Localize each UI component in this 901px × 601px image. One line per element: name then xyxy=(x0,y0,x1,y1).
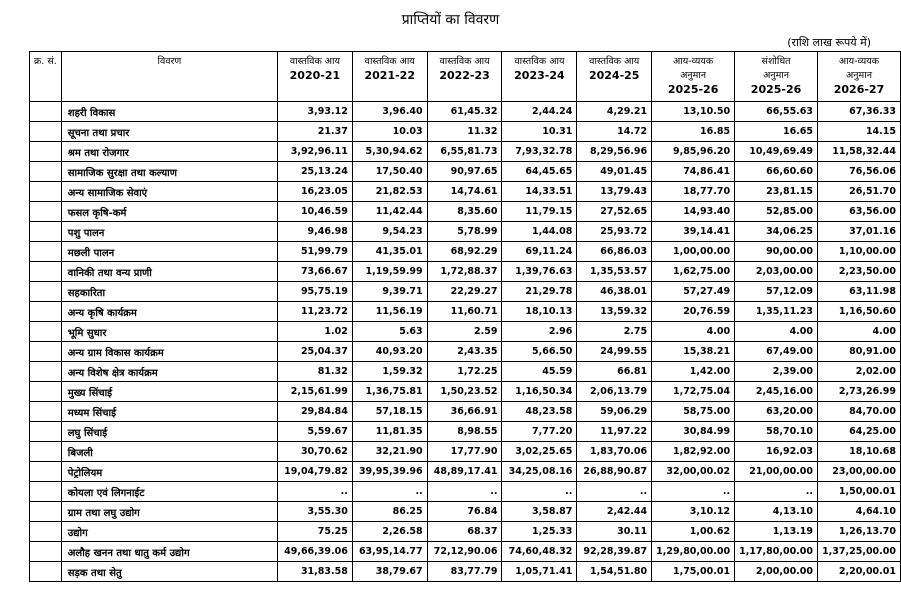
row-value: 2,20,00.01 xyxy=(818,562,901,582)
header-col-year: 2021-22 xyxy=(364,69,415,82)
row-value: 32,21.90 xyxy=(352,442,427,462)
table-row xyxy=(30,342,901,362)
header-col-line1: वास्तविक आय xyxy=(514,56,565,67)
unit-note: (राशि लाख रूपये में) xyxy=(787,36,871,49)
receipts-table xyxy=(29,51,901,582)
row-value: 1,35,11.23 xyxy=(735,302,818,322)
row-value: 25,04.37 xyxy=(278,342,353,362)
row-sn xyxy=(30,402,62,422)
row-value: 3,55.30 xyxy=(278,502,353,522)
row-value: 1,39,76.63 xyxy=(502,262,577,282)
row-value: 2,03,00.00 xyxy=(735,262,818,282)
row-sn xyxy=(30,502,62,522)
row-value: 69,11.24 xyxy=(502,242,577,262)
row-value: 6,55,81.73 xyxy=(427,142,502,162)
row-description: सड़क तथा सेतु xyxy=(61,562,277,582)
row-value: 2,00,00.00 xyxy=(735,562,818,582)
row-value: .. xyxy=(652,482,735,502)
table-row xyxy=(30,242,901,262)
row-value: 23,00,00.00 xyxy=(818,462,901,482)
row-value: 1,35,53.57 xyxy=(577,262,652,282)
row-value: 75.25 xyxy=(278,522,353,542)
header-col-year: 2025-26 xyxy=(750,83,802,96)
row-value: 1,37,25,00.00 xyxy=(818,542,901,562)
row-value: 90,00.00 xyxy=(735,242,818,262)
header-col-0 xyxy=(278,52,353,102)
row-value: .. xyxy=(427,482,502,502)
row-value: 21,82.53 xyxy=(352,182,427,202)
row-value: 30,70.62 xyxy=(278,442,353,462)
row-value: 95,75.19 xyxy=(278,282,353,302)
row-description: शहरी विकास xyxy=(61,102,277,122)
row-value: 66,60.60 xyxy=(735,162,818,182)
header-col-2 xyxy=(427,52,502,102)
row-value: 1,19,59.99 xyxy=(352,262,427,282)
row-value: 24,99.55 xyxy=(577,342,652,362)
row-description: पेट्रोलियम xyxy=(61,462,277,482)
row-value: 7,77.20 xyxy=(502,422,577,442)
row-value: 16.85 xyxy=(652,122,735,142)
row-sn xyxy=(30,542,62,562)
row-description: सूचना तथा प्रचार xyxy=(61,122,277,142)
row-value: 2,15,61.99 xyxy=(278,382,353,402)
row-value: 1,50,00.01 xyxy=(818,482,901,502)
table-row xyxy=(30,442,901,462)
row-value: .. xyxy=(577,482,652,502)
row-description: अलौह खनन तथा धातु कर्म उद्योग xyxy=(61,542,277,562)
row-value: 11,79.15 xyxy=(502,202,577,222)
row-value: 84,70.00 xyxy=(818,402,901,422)
row-value: 1,17,80,00.00 xyxy=(735,542,818,562)
row-sn xyxy=(30,182,62,202)
row-value: 34,25,08.16 xyxy=(502,462,577,482)
row-description: उद्योग xyxy=(61,522,277,542)
row-sn xyxy=(30,422,62,442)
header-col-line1: वास्तविक आय xyxy=(589,56,640,67)
row-value: 5,66.50 xyxy=(502,342,577,362)
row-description: बिजली xyxy=(61,442,277,462)
row-value: 3,92,96.11 xyxy=(278,142,353,162)
row-sn xyxy=(30,522,62,542)
row-value: 30.11 xyxy=(577,522,652,542)
table-row xyxy=(30,182,901,202)
row-value: 2,73,26.99 xyxy=(818,382,901,402)
row-value: 11,97.22 xyxy=(577,422,652,442)
row-value: 86.25 xyxy=(352,502,427,522)
header-col-5 xyxy=(652,52,735,102)
table-row xyxy=(30,422,901,442)
row-sn xyxy=(30,142,62,162)
row-description: भूमि सुधार xyxy=(61,322,277,342)
row-description: वानिकी तथा वन्य प्राणी xyxy=(61,262,277,282)
row-value: 66,86.03 xyxy=(577,242,652,262)
header-col-line1: वास्तविक आय xyxy=(364,56,415,67)
row-value: 1,29,80,00.00 xyxy=(652,542,735,562)
row-value: 39,14.41 xyxy=(652,222,735,242)
header-col-6 xyxy=(735,52,818,102)
row-sn xyxy=(30,342,62,362)
row-value: 5,59.67 xyxy=(278,422,353,442)
row-value: 26,51.70 xyxy=(818,182,901,202)
header-col-line1: संशोधित xyxy=(761,56,791,67)
row-value: 2.96 xyxy=(502,322,577,342)
row-value: 10,46.59 xyxy=(278,202,353,222)
row-value: 4.00 xyxy=(735,322,818,342)
row-value: 16,92.03 xyxy=(735,442,818,462)
row-value: 39,95,39.96 xyxy=(352,462,427,482)
row-value: 63,56.00 xyxy=(818,202,901,222)
row-value: 68.37 xyxy=(427,522,502,542)
row-sn xyxy=(30,562,62,582)
row-description: अन्य सामाजिक सेवाएं xyxy=(61,182,277,202)
row-value: 1,82,92.00 xyxy=(652,442,735,462)
row-value: 1,54,51.80 xyxy=(577,562,652,582)
row-description: पशु पालन xyxy=(61,222,277,242)
row-value: 14,74.61 xyxy=(427,182,502,202)
table-row xyxy=(30,322,901,342)
row-value: 37,01.16 xyxy=(818,222,901,242)
table-row xyxy=(30,102,901,122)
row-value: 2.59 xyxy=(427,322,502,342)
row-value: .. xyxy=(352,482,427,502)
row-value: 26,88,90.87 xyxy=(577,462,652,482)
row-value: 1,72.25 xyxy=(427,362,502,382)
row-value: 14.15 xyxy=(818,122,901,142)
row-value: 41,35.01 xyxy=(352,242,427,262)
row-value: 64,45.65 xyxy=(502,162,577,182)
header-row xyxy=(30,52,901,102)
row-description: मध्यम सिंचाई xyxy=(61,402,277,422)
row-value: 22,29.27 xyxy=(427,282,502,302)
table-row xyxy=(30,402,901,422)
table-row xyxy=(30,562,901,582)
row-sn xyxy=(30,262,62,282)
row-value: 3,58.87 xyxy=(502,502,577,522)
row-value: 1,16,50.34 xyxy=(502,382,577,402)
table-row xyxy=(30,162,901,182)
table-row xyxy=(30,362,901,382)
row-value: 1,83,70.06 xyxy=(577,442,652,462)
header-col-line1: वास्तविक आय xyxy=(289,56,340,67)
row-value: 18,10.68 xyxy=(818,442,901,462)
row-sn xyxy=(30,442,62,462)
row-value: 18,77.70 xyxy=(652,182,735,202)
row-value: 90,97.65 xyxy=(427,162,502,182)
row-value: 1,50,23.52 xyxy=(427,382,502,402)
row-value: 4.00 xyxy=(818,322,901,342)
row-value: 1,59.32 xyxy=(352,362,427,382)
row-value: 11,60.71 xyxy=(427,302,502,322)
row-value: 1,00.62 xyxy=(652,522,735,542)
row-value: 63,20.00 xyxy=(735,402,818,422)
header-col-7 xyxy=(818,52,901,102)
row-description: सामाजिक सुरक्षा तथा कल्याण xyxy=(61,162,277,182)
row-sn xyxy=(30,302,62,322)
row-value: 59,06.29 xyxy=(577,402,652,422)
row-value: 76.84 xyxy=(427,502,502,522)
row-value: 11,56.19 xyxy=(352,302,427,322)
row-value: 5,78.99 xyxy=(427,222,502,242)
row-value: 57,12.09 xyxy=(735,282,818,302)
row-value: 73,66.67 xyxy=(278,262,353,282)
row-value: 9,39.71 xyxy=(352,282,427,302)
row-value: 2,39.00 xyxy=(735,362,818,382)
row-value: 3,96.40 xyxy=(352,102,427,122)
row-sn xyxy=(30,222,62,242)
row-value: 13,10.50 xyxy=(652,102,735,122)
row-value: 48,89,17.41 xyxy=(427,462,502,482)
table-row xyxy=(30,222,901,242)
row-description: अन्य कृषि कार्यक्रम xyxy=(61,302,277,322)
row-value: 4,13.10 xyxy=(735,502,818,522)
row-value: 1,42.00 xyxy=(652,362,735,382)
row-value: 81.32 xyxy=(278,362,353,382)
row-description: अन्य ग्राम विकास कार्यक्रम xyxy=(61,342,277,362)
row-value: 11,42.44 xyxy=(352,202,427,222)
row-sn xyxy=(30,282,62,302)
row-value: 49,01.45 xyxy=(577,162,652,182)
table-row xyxy=(30,462,901,482)
row-value: 36,66.91 xyxy=(427,402,502,422)
row-value: 80,91.00 xyxy=(818,342,901,362)
row-value: 2,02.00 xyxy=(818,362,901,382)
row-value: 38,79.67 xyxy=(352,562,427,582)
row-description: अन्य विशेष क्षेत्र कार्यक्रम xyxy=(61,362,277,382)
row-value: 23,81.15 xyxy=(735,182,818,202)
page-title: प्राप्तियों का विवरण xyxy=(401,12,500,28)
row-value: 25,93.72 xyxy=(577,222,652,242)
table-row xyxy=(30,122,901,142)
row-value: 67,36.33 xyxy=(818,102,901,122)
row-value: 3,10.12 xyxy=(652,502,735,522)
table-row xyxy=(30,142,901,162)
row-value: 29,84.84 xyxy=(278,402,353,422)
row-value: 66.81 xyxy=(577,362,652,382)
row-value: 2,23,50.00 xyxy=(818,262,901,282)
row-value: 16.65 xyxy=(735,122,818,142)
row-value: 48,23.58 xyxy=(502,402,577,422)
row-value: 15,38.21 xyxy=(652,342,735,362)
row-sn xyxy=(30,242,62,262)
row-value: 1,05,71.41 xyxy=(502,562,577,582)
header-col-year: 2025-26 xyxy=(667,83,719,96)
row-description: कोयला एवं लिगनाईट xyxy=(61,482,277,502)
row-value: .. xyxy=(735,482,818,502)
row-value: 11,58,32.44 xyxy=(818,142,901,162)
header-col-year: 2020-21 xyxy=(289,69,341,82)
row-value: 2,43.35 xyxy=(427,342,502,362)
row-value: 1,44.08 xyxy=(502,222,577,242)
row-value: 8,35.60 xyxy=(427,202,502,222)
row-value: 1,16,50.60 xyxy=(818,302,901,322)
row-value: 8,98.55 xyxy=(427,422,502,442)
row-value: 1,25.33 xyxy=(502,522,577,542)
header-col-year: 2023-24 xyxy=(514,69,565,82)
row-value: 2,44.24 xyxy=(502,102,577,122)
row-value: 2.75 xyxy=(577,322,652,342)
row-value: 32,00,00.02 xyxy=(652,462,735,482)
row-value: 10,49,69.49 xyxy=(735,142,818,162)
header-col-line1: वास्तविक आय xyxy=(439,56,490,67)
row-value: 14.72 xyxy=(577,122,652,142)
row-sn xyxy=(30,482,62,502)
row-value: 51,99.79 xyxy=(278,242,353,262)
header-col-year: 2024-25 xyxy=(588,69,640,82)
row-value: .. xyxy=(502,482,577,502)
row-value: 67,49.00 xyxy=(735,342,818,362)
row-value: 63,95,14.77 xyxy=(352,542,427,562)
row-value: 18,10.13 xyxy=(502,302,577,322)
row-value: 11,23.72 xyxy=(278,302,353,322)
header-col-line2: अनुमान xyxy=(846,70,872,81)
row-sn xyxy=(30,382,62,402)
row-sn xyxy=(30,462,62,482)
row-value: 14,33.51 xyxy=(502,182,577,202)
header-desc: विवरण xyxy=(61,52,277,102)
table-row xyxy=(30,282,901,302)
row-sn xyxy=(30,102,62,122)
row-value: 14,93.40 xyxy=(652,202,735,222)
row-value: 68,92.29 xyxy=(427,242,502,262)
row-value: 2,42.44 xyxy=(577,502,652,522)
row-value: 2,45,16.00 xyxy=(735,382,818,402)
row-description: सहकारिता xyxy=(61,282,277,302)
row-value: 16,23.05 xyxy=(278,182,353,202)
header-sn: क्र. सं. xyxy=(30,52,62,102)
row-value: 1,10,00.00 xyxy=(818,242,901,262)
row-value: 45.59 xyxy=(502,362,577,382)
row-value: 46,38.01 xyxy=(577,282,652,302)
row-value: 1,72,88.37 xyxy=(427,262,502,282)
row-value: 17,50.40 xyxy=(352,162,427,182)
row-value: 10.03 xyxy=(352,122,427,142)
row-description: मछली पालन xyxy=(61,242,277,262)
table-row xyxy=(30,502,901,522)
row-value: 11,81.35 xyxy=(352,422,427,442)
row-value: 31,83.58 xyxy=(278,562,353,582)
row-value: 1.02 xyxy=(278,322,353,342)
row-description: लघु सिंचाई xyxy=(61,422,277,442)
row-value: 25,13.24 xyxy=(278,162,353,182)
row-value: 9,46.98 xyxy=(278,222,353,242)
row-description: श्रम तथा रोजगार xyxy=(61,142,277,162)
row-value: 49,66,39.06 xyxy=(278,542,353,562)
row-sn xyxy=(30,362,62,382)
table-row xyxy=(30,302,901,322)
header-col-line1: आय-व्ययक xyxy=(838,56,880,67)
header-col-line2: अनुमान xyxy=(763,70,790,81)
row-value: 27,52.65 xyxy=(577,202,652,222)
row-value: 20,76.59 xyxy=(652,302,735,322)
row-value: 30,84.99 xyxy=(652,422,735,442)
header-col-year: 2022-23 xyxy=(439,69,490,82)
row-value: 19,04,79.82 xyxy=(278,462,353,482)
row-value: 92,28,39.87 xyxy=(577,542,652,562)
row-value: 4.00 xyxy=(652,322,735,342)
row-value: 1,75,00.01 xyxy=(652,562,735,582)
header-col-line1: आय-व्ययक xyxy=(673,56,714,67)
table-row xyxy=(30,522,901,542)
row-value: 7,93,32.78 xyxy=(502,142,577,162)
row-value: 4,64.10 xyxy=(818,502,901,522)
table-row xyxy=(30,382,901,402)
row-value: 40,93.20 xyxy=(352,342,427,362)
row-value: 10.31 xyxy=(502,122,577,142)
row-value: 1,26,13.70 xyxy=(818,522,901,542)
row-description: ग्राम तथा लघु उद्योग xyxy=(61,502,277,522)
header-col-1 xyxy=(352,52,427,102)
row-value: 1,72,75.04 xyxy=(652,382,735,402)
table-row xyxy=(30,202,901,222)
row-sn xyxy=(30,122,62,142)
row-value: 74,60,48.32 xyxy=(502,542,577,562)
row-value: 76,56.06 xyxy=(818,162,901,182)
row-value: 1,13.19 xyxy=(735,522,818,542)
row-value: 2,26.58 xyxy=(352,522,427,542)
table-row xyxy=(30,542,901,562)
row-description: फसल कृषि-कर्म xyxy=(61,202,277,222)
row-value: 63,11.98 xyxy=(818,282,901,302)
header-col-3 xyxy=(502,52,577,102)
row-value: 1,62,75.00 xyxy=(652,262,735,282)
header-col-year: 2026-27 xyxy=(833,83,885,96)
row-value: 13,59.32 xyxy=(577,302,652,322)
row-value: 21,29.78 xyxy=(502,282,577,302)
row-value: 11.32 xyxy=(427,122,502,142)
row-value: .. xyxy=(278,482,353,502)
table-row xyxy=(30,482,901,502)
table-row xyxy=(30,262,901,282)
row-value: 58,75.00 xyxy=(652,402,735,422)
row-value: 3,02,25.65 xyxy=(502,442,577,462)
row-value: 21.37 xyxy=(278,122,353,142)
row-value: 58,70.10 xyxy=(735,422,818,442)
row-sn xyxy=(30,162,62,182)
header-col-line2: अनुमान xyxy=(680,70,707,81)
row-value: 34,06.25 xyxy=(735,222,818,242)
row-value: 1,36,75.81 xyxy=(352,382,427,402)
row-value: 8,29,56.96 xyxy=(577,142,652,162)
row-value: 4,29.21 xyxy=(577,102,652,122)
row-value: 5,30,94.62 xyxy=(352,142,427,162)
row-description: मुख्य सिंचाई xyxy=(61,382,277,402)
row-value: 83,77.79 xyxy=(427,562,502,582)
row-value: 9,85,96.20 xyxy=(652,142,735,162)
row-sn xyxy=(30,322,62,342)
row-value: 74,86.41 xyxy=(652,162,735,182)
row-value: 2,06,13.79 xyxy=(577,382,652,402)
row-value: 13,79.43 xyxy=(577,182,652,202)
header-col-4 xyxy=(577,52,652,102)
row-value: 66,55.63 xyxy=(735,102,818,122)
row-value: 57,27.49 xyxy=(652,282,735,302)
row-value: 64,25.00 xyxy=(818,422,901,442)
row-value: 72,12,90.06 xyxy=(427,542,502,562)
row-value: 1,00,00.00 xyxy=(652,242,735,262)
row-value: 5.63 xyxy=(352,322,427,342)
row-value: 61,45.32 xyxy=(427,102,502,122)
row-value: 57,18.15 xyxy=(352,402,427,422)
row-sn xyxy=(30,202,62,222)
row-value: 9,54.23 xyxy=(352,222,427,242)
row-value: 21,00,00.00 xyxy=(735,462,818,482)
row-value: 52,85.00 xyxy=(735,202,818,222)
row-value: 17,77.90 xyxy=(427,442,502,462)
row-value: 3,93.12 xyxy=(278,102,353,122)
